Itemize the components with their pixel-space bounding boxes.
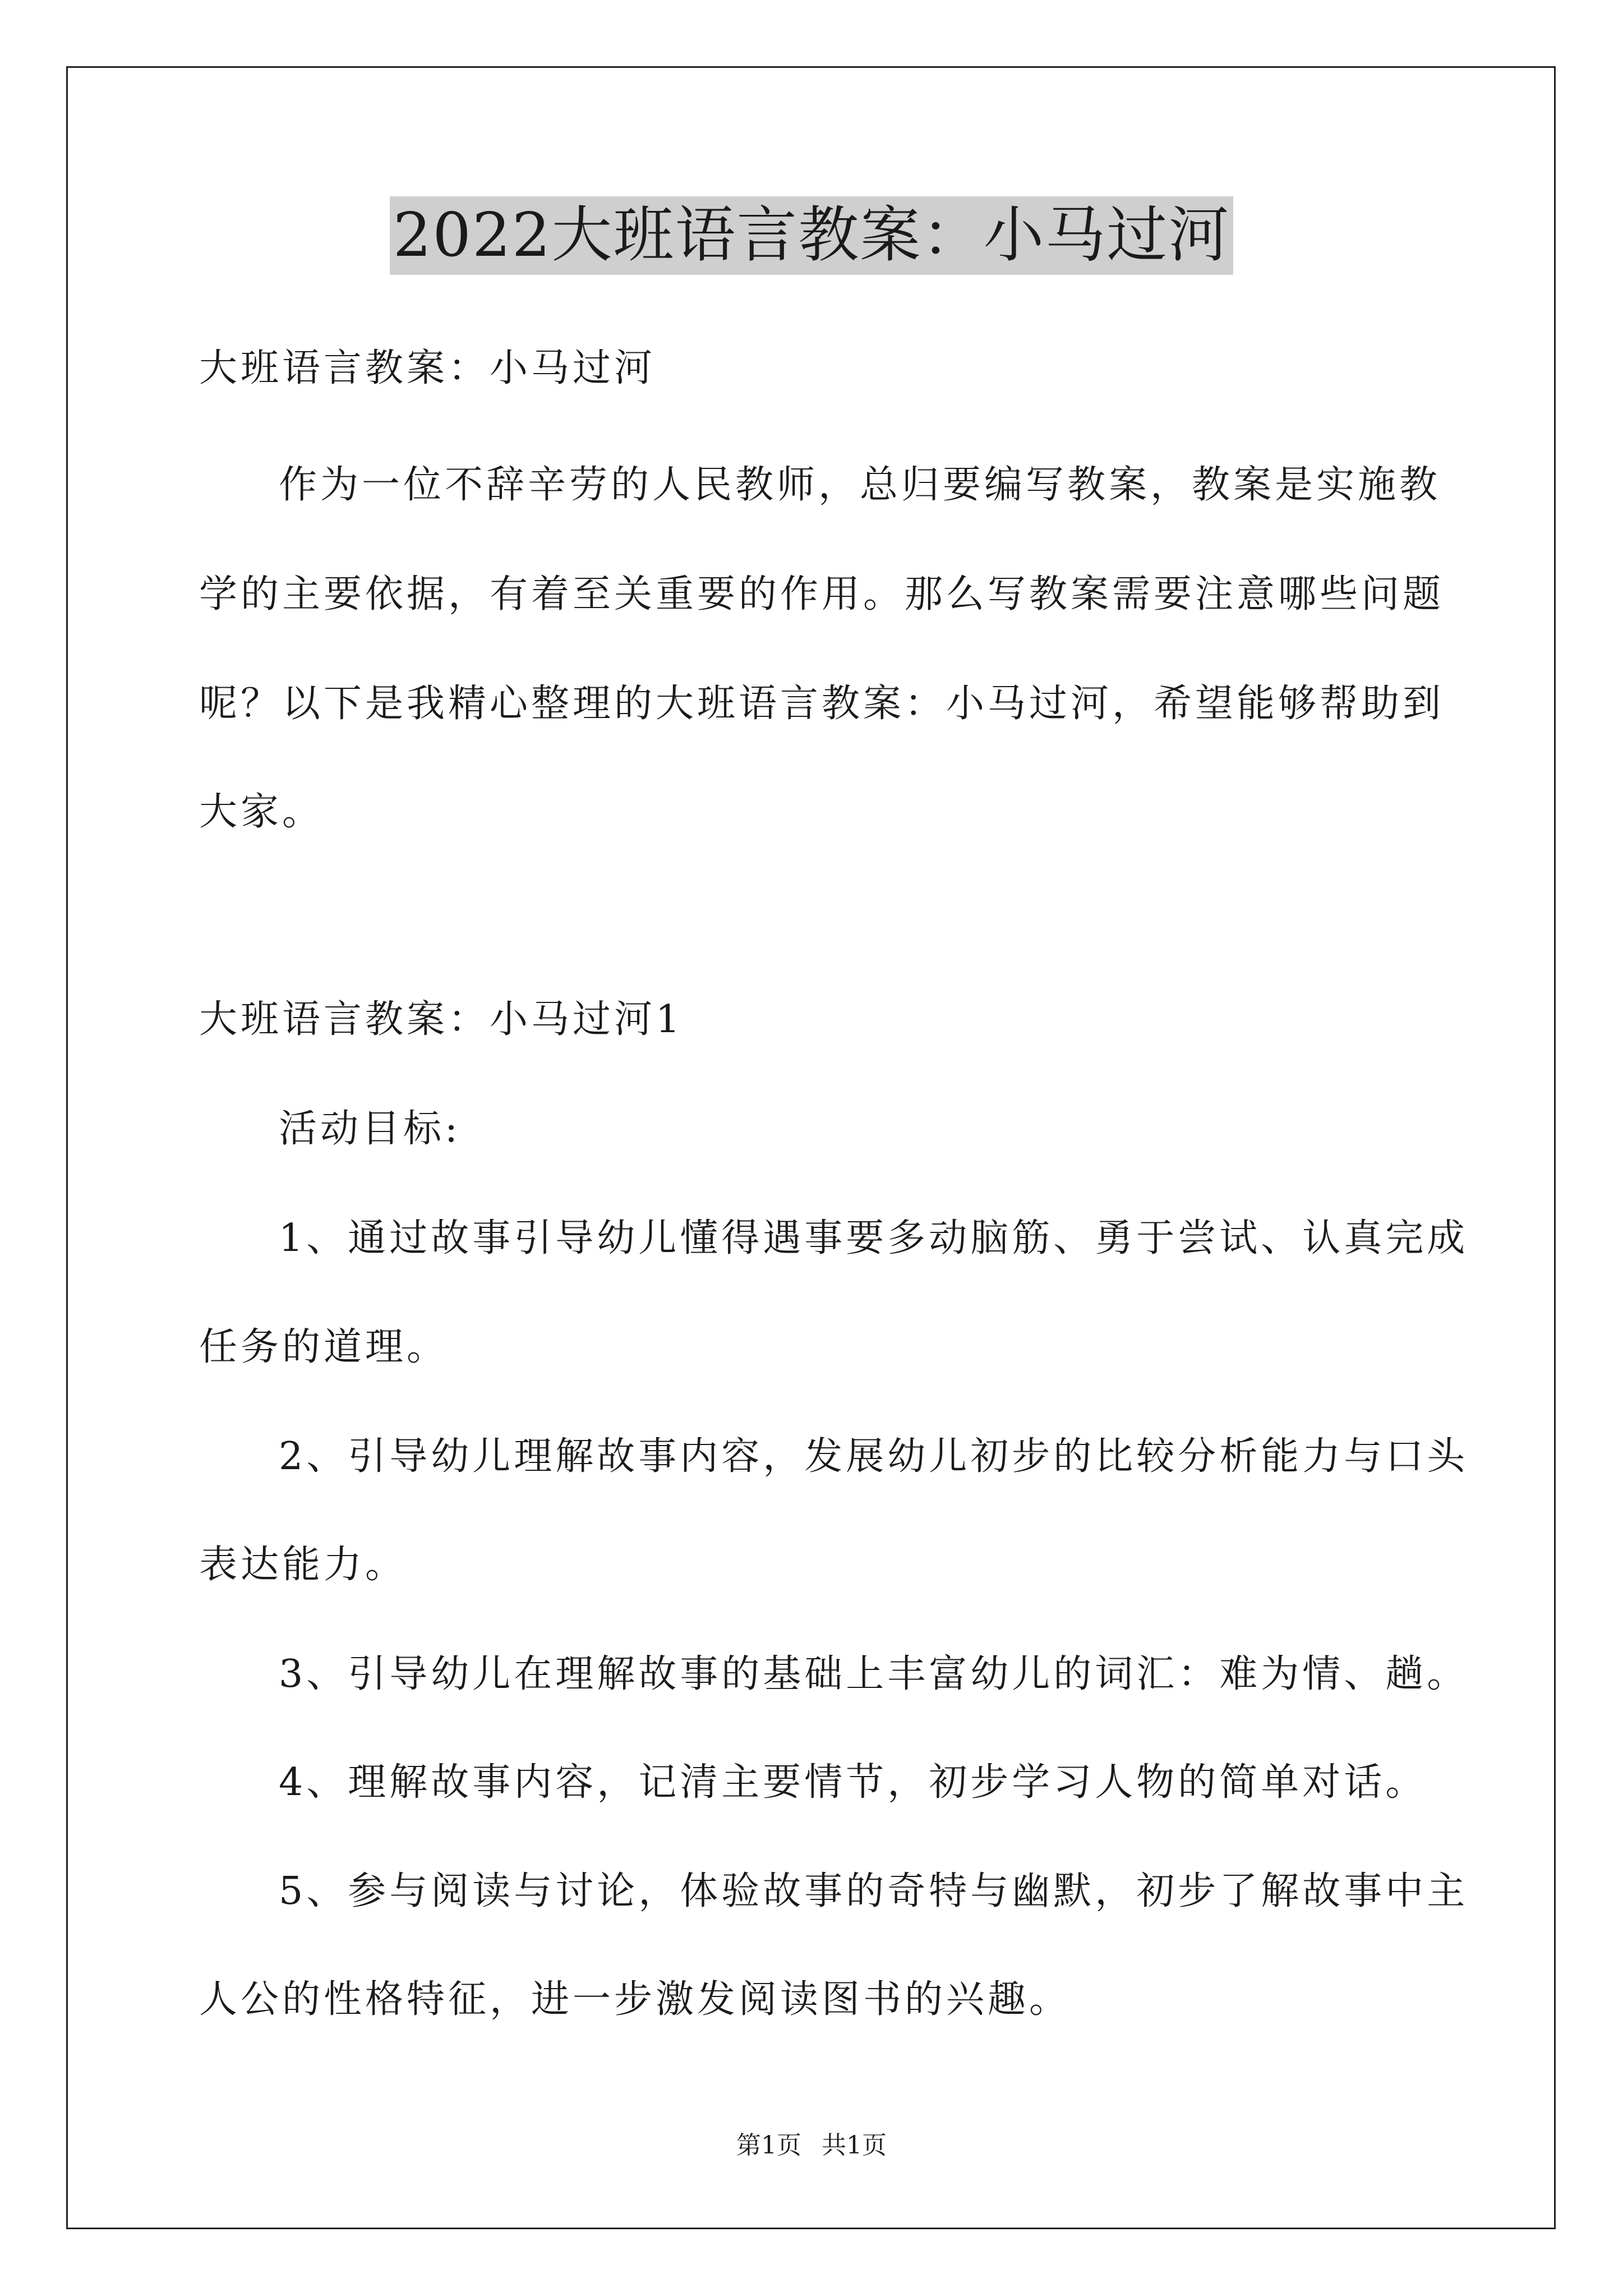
- page-footer: [0, 2129, 1623, 2162]
- objective-line: 2、引导幼儿理解故事内容，发展幼儿初步的比较分析能力与口头: [279, 1434, 1469, 1479]
- objective-line: 3、引导幼儿在理解故事的基础上丰富幼儿的词汇：难为情、趟。: [279, 1652, 1469, 1696]
- objective-line: 1、通过故事引导幼儿懂得遇事要多动脑筋、勇于尝试、认真完成: [279, 1216, 1469, 1260]
- page-number: 第1页: [736, 2131, 801, 2160]
- objective-line: 4、理解故事内容，记清主要情节，初步学习人物的简单对话。: [279, 1760, 1427, 1805]
- intro-paragraph-line: 大家。: [199, 790, 324, 834]
- section-heading: 大班语言教案：小马过河1: [199, 997, 684, 1042]
- objective-line: 表达能力。: [199, 1543, 407, 1587]
- document-title: 2022大班语言教案：小马过河: [390, 196, 1234, 275]
- objectives-heading: 活动目标:: [279, 1107, 461, 1151]
- objective-line: 人公的性格特征，进一步激发阅读图书的兴趣。: [199, 1977, 1071, 2022]
- intro-paragraph-line: 学的主要依据，有着至关重要的作用。那么写教案需要注意哪些问题: [199, 572, 1445, 616]
- subtitle-line: 大班语言教案：小马过河: [199, 346, 656, 390]
- intro-paragraph-line: 作为一位不辞辛劳的人民教师，总归要编写教案，教案是实施教: [279, 463, 1441, 507]
- objective-line: 任务的道理。: [199, 1325, 449, 1369]
- intro-paragraph-line: 呢？以下是我精心整理的大班语言教案：小马过河，希望能够帮助到: [199, 682, 1445, 726]
- page-total: 共1页: [822, 2131, 887, 2160]
- title-container: [0, 196, 1623, 275]
- objective-line: 5、参与阅读与讨论，体验故事的奇特与幽默，初步了解故事中主: [279, 1869, 1469, 1913]
